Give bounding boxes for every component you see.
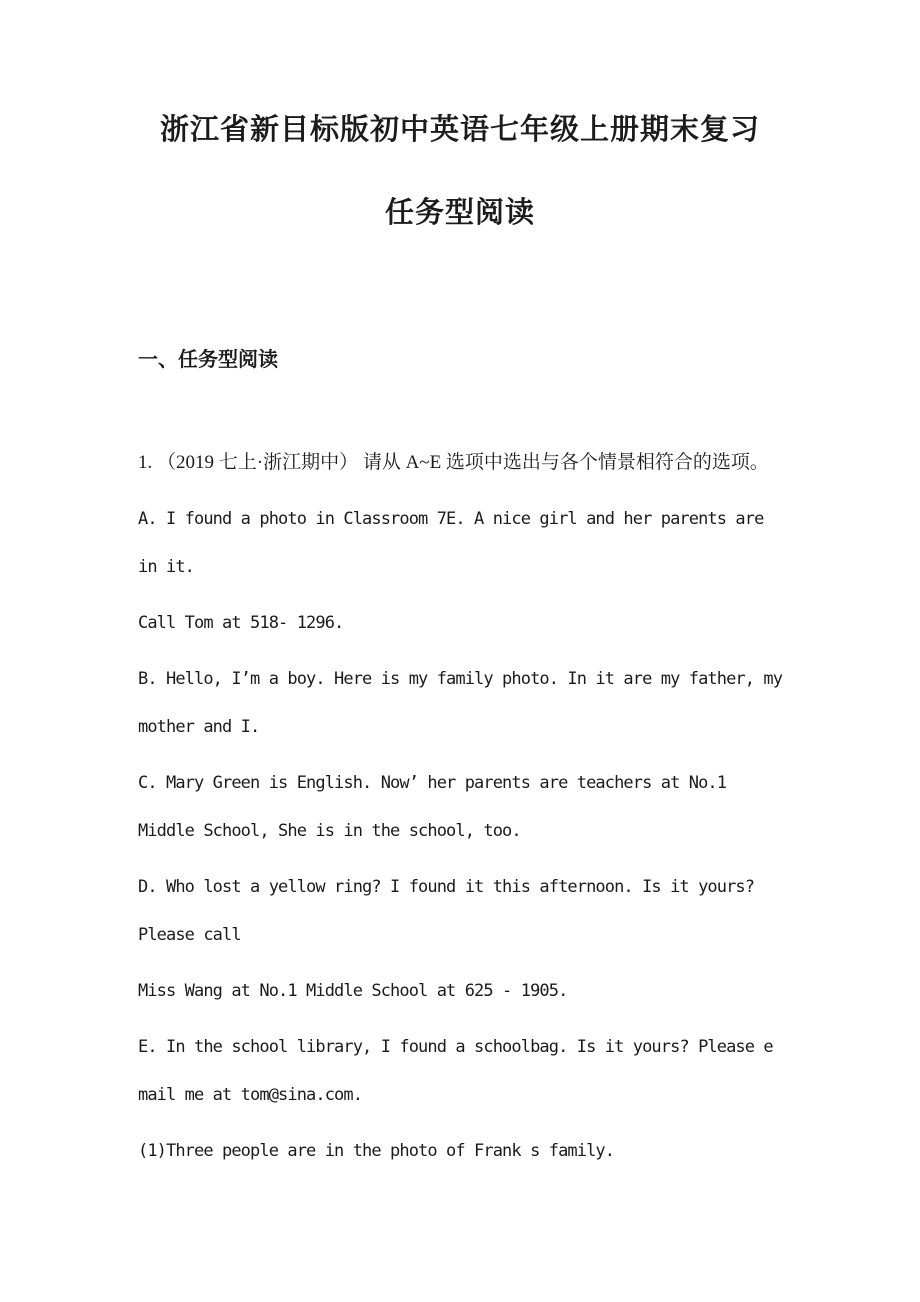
option-b-paragraph — [138, 655, 800, 751]
section-heading: 一、任务型阅读 — [138, 349, 278, 371]
option-c-paragraph — [138, 759, 800, 855]
option-d-text-line-2: Please call — [138, 925, 241, 945]
question-intro: 1. （2019 七上·浙江期中） 请从 A~E 选项中选出与各个情景相符合的选项。 — [138, 452, 769, 473]
option-e-text-line-1: E. In the school library, I found a schoolbag. Is it yours? Please e — [138, 1037, 773, 1057]
option-d-paragraph — [138, 863, 800, 959]
document-title: 浙江省新目标版初中英语七年级上册期末复习 — [159, 114, 760, 146]
option-a-contact-paragraph — [138, 599, 800, 647]
option-c-text-line-2: Middle School, She is in the school, too. — [138, 821, 521, 841]
sub-question-1-line: (1)Three people are in the photo of Frank s family. — [138, 1141, 615, 1161]
option-a-text-line-2: in it. — [138, 557, 195, 577]
option-c-text-line-1: C. Mary Green is English. Now’ her parents are teachers at No.1 — [138, 773, 727, 793]
option-d-contact-paragraph — [138, 967, 800, 1015]
document-body — [138, 345, 800, 1175]
option-b-text-line-2: mother and I. — [138, 717, 260, 737]
option-e-text-line-2: mail me at tom@sina.com. — [138, 1085, 363, 1105]
option-b-text-line-1: B. Hello, I’m a boy. Here is my family photo. In it are my father, my — [138, 669, 783, 689]
option-a-text-line-1: A. I found a photo in Classroom 7E. A nice girl and her parents are — [138, 509, 764, 529]
option-d-text-line-1: D. Who lost a yellow ring? I found it this afternoon. Is it yours? — [138, 877, 755, 897]
option-a-paragraph — [138, 495, 800, 591]
option-d-contact-line: Miss Wang at No.1 Middle School at 625 - 1905. — [138, 981, 568, 1001]
option-a-contact-line: Call Tom at 518- 1296. — [138, 613, 344, 633]
document-subtitle: 任务型阅读 — [384, 197, 535, 229]
option-e-paragraph — [138, 1023, 800, 1119]
sub-question-1-paragraph — [138, 1127, 800, 1175]
